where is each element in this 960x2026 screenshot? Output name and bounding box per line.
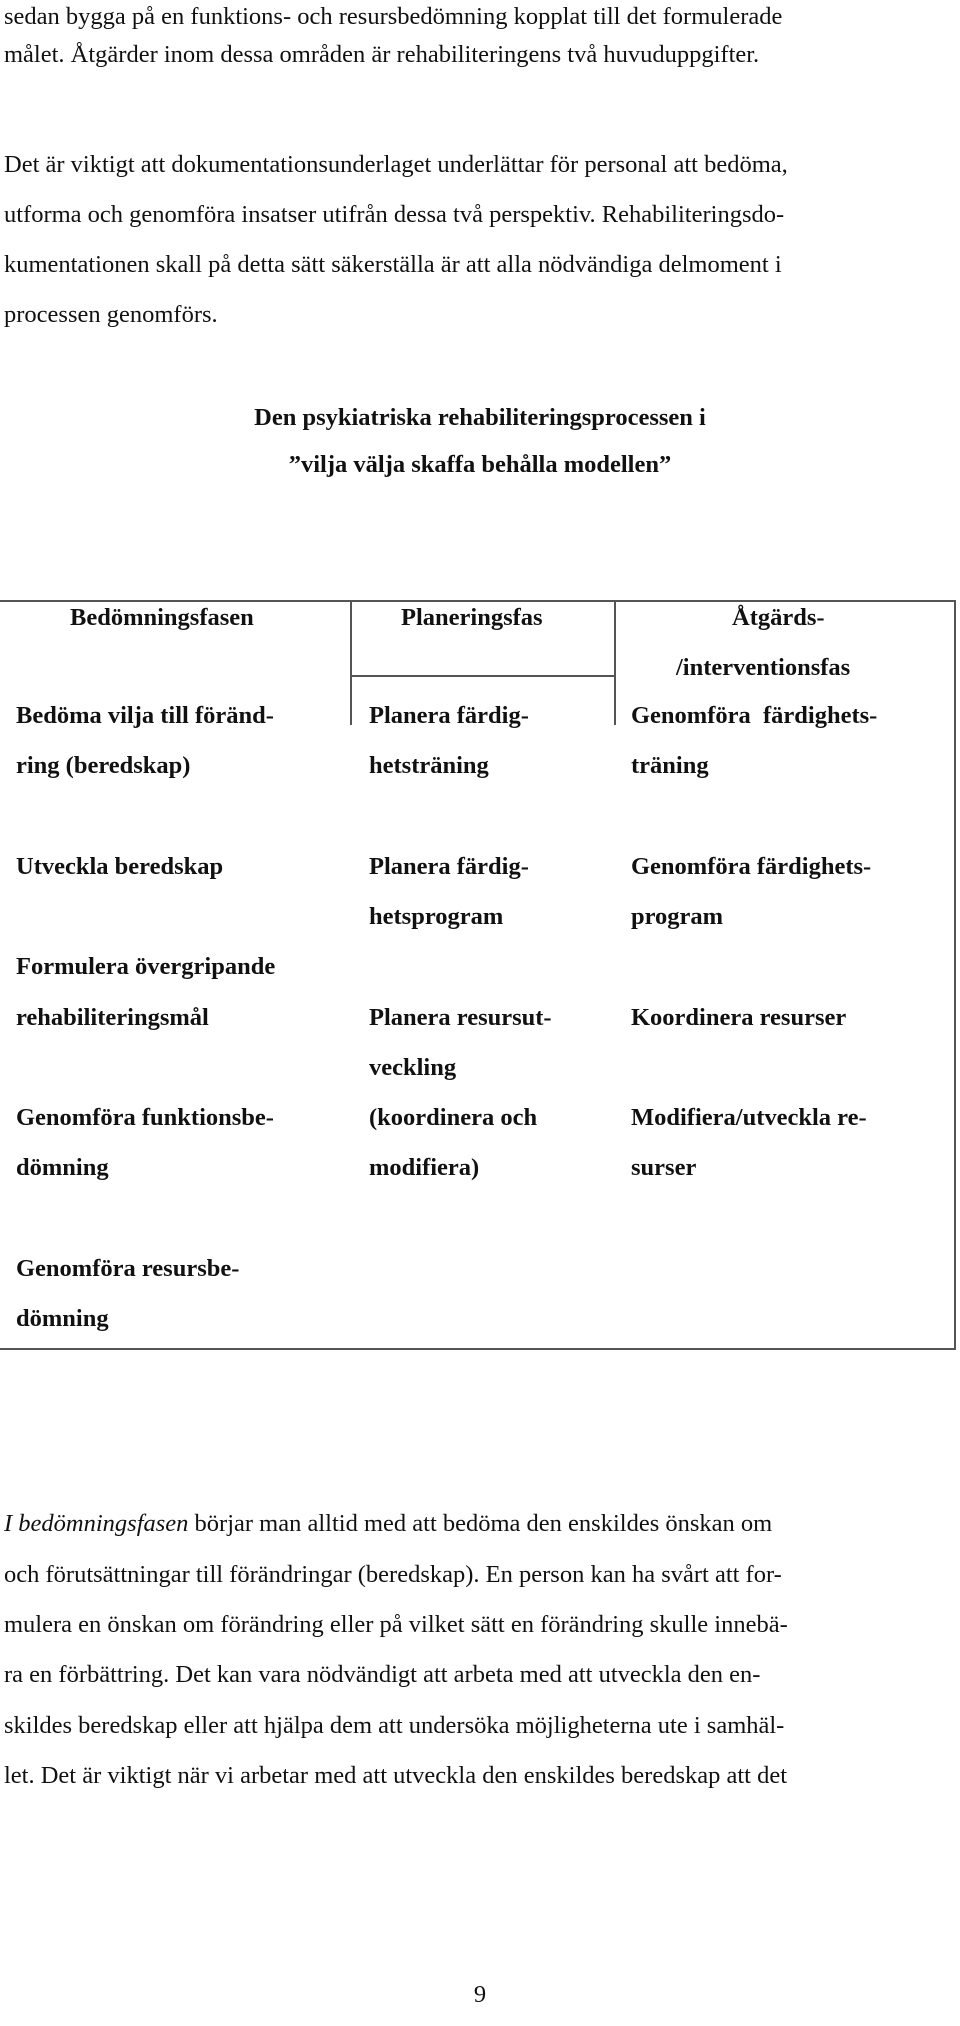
body-line-4: ra en förbättring. Det kan vara nödvändigt att arbeta med att utveckla den en- [4, 1661, 761, 1688]
intro-line-6: processen genomförs. [4, 301, 218, 328]
col3-item-3a: Koordinera resurser [631, 1004, 847, 1031]
body-line-6: let. Det är viktigt när vi arbetar med att utveckla den enskildes beredskap att det [4, 1762, 788, 1789]
intro-line-2: målet. Åtgärder inom dessa områden är rehabiliteringens två huvuduppgifter. [4, 41, 760, 68]
col3-header-line-1: Åtgärds- [732, 604, 825, 631]
col3-item-2b: program [631, 903, 724, 930]
intro-line-4: utforma och genomföra insatser utifrån dessa två perspektiv. Rehabiliteringsdo- [4, 201, 785, 228]
col1-item-2a: Utveckla beredskap [16, 853, 224, 880]
body-line-1 [4, 1509, 772, 1539]
col1-item-4a: Genomföra funktionsbe- [16, 1104, 274, 1131]
col3-item-1b: träning [631, 752, 709, 779]
col1-item-3b: rehabiliteringsmål [16, 1004, 209, 1031]
page-number: 9 [473, 1981, 487, 2008]
col1-item-1a: Bedöma vilja till föränd- [16, 702, 274, 729]
col1-item-5b: dömning [16, 1305, 109, 1332]
col2-item-3d: modifiera) [369, 1154, 480, 1181]
col2-item-1a: Planera färdig- [369, 702, 529, 729]
table-divider-1 [350, 600, 352, 725]
col3-item-1a: Genomföra färdighets- [631, 702, 878, 729]
col3-item-4b: surser [631, 1154, 697, 1181]
table-divider-3 [350, 675, 616, 677]
col1-item-3a: Formulera övergripande [16, 953, 276, 980]
col3-item-2a: Genomföra färdighets- [631, 853, 872, 880]
col3-header-line-2: /interventionsfas [676, 654, 851, 681]
col2-item-3b: veckling [369, 1054, 457, 1081]
col2-item-2a: Planera färdig- [369, 853, 529, 880]
body-line-5: skildes beredskap eller att hjälpa dem att undersöka möjligheterna ute i samhäl- [4, 1712, 785, 1739]
body-line-1-rest: börjar man alltid med att bedöma den enskildes önskan om [188, 1510, 773, 1537]
model-heading-line-1: Den psykiatriska rehabiliteringsprocessen i [254, 404, 706, 431]
col3-item-4a: Modifiera/utveckla re- [631, 1104, 867, 1131]
model-heading-line-2: ”vilja välja skaffa behålla modellen” [288, 451, 672, 478]
col2-item-2b: hetsprogram [369, 903, 504, 930]
col1-item-5a: Genomföra resursbe- [16, 1255, 240, 1282]
body-line-3: mulera en önskan om förändring eller på vilket sätt en förändring skulle innebä- [4, 1611, 788, 1638]
col1-item-4b: dömning [16, 1154, 109, 1181]
intro-line-5: kumentationen skall på detta sätt säkerställa är att alla nödvändiga delmoment i [4, 251, 782, 278]
col1-header: Bedömningsfasen [70, 604, 254, 631]
table-divider-2 [614, 600, 616, 725]
intro-line-1: sedan bygga på en funktions- och resursbedömning kopplat till det formulerade [4, 3, 783, 30]
col2-item-3c: (koordinera och [369, 1104, 538, 1131]
intro-line-3: Det är viktigt att dokumentationsunderlaget underlättar för personal att bedöma, [4, 151, 788, 178]
body-italic-lead: I bedömningsfasen [4, 1510, 189, 1537]
col1-item-1b: ring (beredskap) [16, 752, 191, 779]
col2-item-3a: Planera resursut- [369, 1004, 552, 1031]
col2-header: Planeringsfas [401, 604, 543, 631]
col2-item-1b: hetsträning [369, 752, 489, 779]
body-line-2: och förutsättningar till förändringar (beredskap). En person kan ha svårt att for- [4, 1561, 782, 1588]
